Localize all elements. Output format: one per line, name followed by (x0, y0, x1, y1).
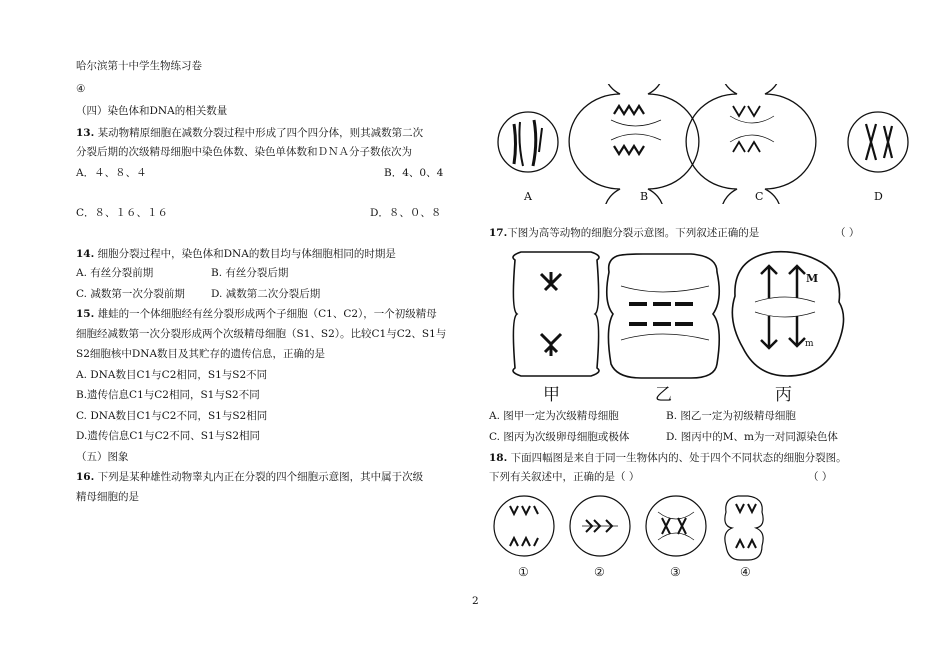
cell-3-diagram (646, 496, 706, 556)
cell-4-diagram (725, 496, 763, 560)
cell-2-diagram (570, 496, 630, 556)
q17-label-yi: 乙 (655, 385, 672, 404)
q17-answer-paren: （ ） (835, 227, 860, 239)
q18-line2: 下列有关叙述中，正确的是（ ） (489, 471, 640, 483)
q14-option-b: B. 有丝分裂后期 (211, 267, 289, 279)
q16-label-a: A (524, 190, 532, 203)
q15-option-c: C. DNA数目C1与C2不同，S1与S2相同 (76, 410, 268, 422)
q17-option-b: B. 图乙一定为初级精母细胞 (666, 410, 796, 422)
q17-stem: 17.下图为高等动物的细胞分裂示意图。下列叙述正确的是 (489, 227, 760, 239)
q17-option-a: A. 图甲一定为次级精母细胞 (489, 410, 619, 422)
q15-line3: S2细胞核中DNA数目及其贮存的遗传信息，正确的是 (76, 348, 326, 360)
q18-label-2: ② (594, 565, 605, 579)
q17-mark-small-m: m (805, 339, 814, 349)
q13-line1: 13. 某动物精原细胞在减数分裂过程中形成了四个四分体，则其减数第二次 (76, 127, 424, 139)
q17-mark-big-m: M (806, 272, 819, 285)
q15-line2: 细胞经减数第一次分裂形成两个次级精母细胞（S1、S2）。比较C1与C2、S1与 (76, 328, 447, 340)
cell-jia-diagram (513, 252, 599, 376)
q16-line1: 16. 下列是某种雄性动物睾丸内正在分裂的四个细胞示意图，其中属于次级 (76, 471, 424, 483)
q18-line1: 18. 下面四幅图是来自于同一生物体内的、处于四个不同状态的细胞分裂图。 (489, 452, 847, 464)
cell-bing-diagram (732, 252, 843, 376)
q16-figure (490, 84, 910, 204)
q16-label-c: C (755, 190, 764, 203)
q14-stem: 14. 细胞分裂过程中，染色体和DNA的数目均与体细胞相同的时期是 (76, 248, 396, 260)
q18-label-4: ④ (740, 565, 751, 579)
cell-yi-diagram (607, 254, 720, 378)
q15-option-a: A. DNA数目C1与C2相同，S1与S2不同 (76, 369, 268, 381)
q17-label-jia: 甲 (543, 385, 560, 404)
q13-option-c: C．８、１６、１６ (76, 207, 169, 219)
q17-label-bing: 丙 (775, 385, 792, 404)
circled-number: ④ (76, 83, 86, 95)
cell-b-diagram (569, 84, 699, 204)
q15-option-b: B.遗传信息C1与C2相同，S1与S2不同 (76, 389, 260, 401)
section-5-heading: （五）图象 (76, 451, 129, 463)
section-4-heading: （四）染色体和DNA的相关数量 (76, 105, 228, 117)
q16-label-b: B (640, 190, 649, 203)
q14-option-a: A. 有丝分裂前期 (76, 267, 154, 279)
q13-option-a: A．４、８、４ (76, 167, 147, 179)
cell-a-diagram (498, 112, 558, 172)
q18-answer-paren: （ ） (808, 471, 833, 483)
q17-option-c: C. 图丙为次级卵母细胞或极体 (489, 431, 630, 443)
q15-option-d: D.遗传信息C1与C2不同、S1与S2相同 (76, 430, 261, 442)
q16-line2: 精母细胞的是 (76, 491, 139, 503)
header-title: 哈尔滨第十中学生物练习卷 (76, 60, 202, 72)
q18-label-1: ① (518, 565, 529, 579)
q13-option-d: D．８、０、８ (370, 207, 442, 219)
q18-figure (490, 488, 780, 580)
q16-label-d: D (874, 190, 883, 203)
q17-figure (505, 244, 865, 404)
page-number: 2 (472, 595, 479, 607)
q14-option-c: C. 减数第一次分裂前期 (76, 288, 185, 300)
cell-1-diagram (494, 496, 554, 556)
q13-option-b: B．4、0、4 (384, 167, 444, 179)
cell-c-diagram (686, 84, 816, 204)
q15-line1: 15. 雄蛙的一个体细胞经有丝分裂形成两个子细胞（C1、C2），一个初级精母 (76, 308, 437, 320)
cell-d-diagram (848, 112, 908, 172)
q14-option-d: D. 减数第二次分裂后期 (211, 288, 321, 300)
q17-option-d: D. 图丙中的M、m为一对同源染色体 (666, 431, 838, 443)
q13-line2: 分裂后期的次级精母细胞中染色体数、染色单体数和ＤＮＡ分子数依次为 (76, 146, 412, 158)
q18-label-3: ③ (670, 565, 681, 579)
